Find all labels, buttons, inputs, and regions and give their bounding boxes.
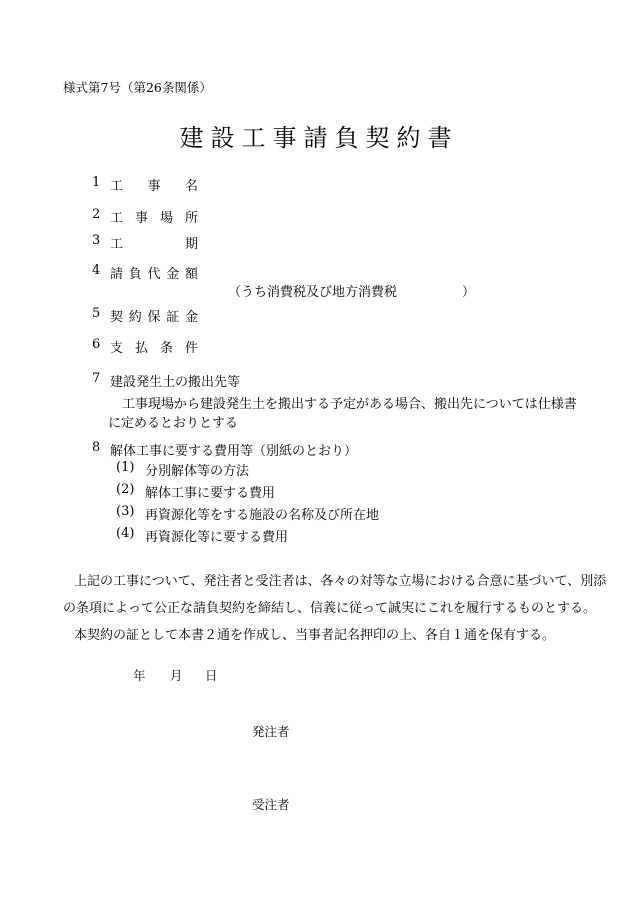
subitem-number: (1): [116, 460, 135, 475]
document-title: 建設工事請負契約書: [179, 124, 459, 152]
body-paragraph-line: 本契約の証として本書２通を作成し、当事者記名押印の上、各自１通を保有する。: [74, 628, 556, 643]
body-paragraph-line: 上記の工事について、発注者と受注者は、各々の対等な立場における合意に基づいて、別添: [74, 574, 607, 589]
body-paragraph-line: の条項によって公正な請負契約を締結し、信義に従って誠実にこれを履行するものとする。: [63, 601, 597, 616]
item-number: 2: [92, 207, 101, 222]
item-number: 1: [92, 175, 101, 190]
subitem-label: 再資源化等をする施設の名称及び所在地: [145, 508, 380, 523]
item-label-contract-amount: 請 負 代 金 額: [110, 267, 198, 282]
soil-destination-text-cont: に定めるとおりとする: [108, 416, 239, 431]
item-label-contract-deposit: 契 約 保 証 金: [110, 310, 198, 325]
item-number: 4: [92, 263, 101, 278]
date-year: 年: [133, 668, 146, 683]
item-number: 6: [92, 337, 101, 352]
orderer-label: 発注者: [252, 724, 290, 739]
soil-destination-text: 工事現場から建設発生土を搬出する予定がある場合、搬出先については仕様書: [122, 397, 577, 412]
subitem-number: (3): [116, 504, 135, 519]
subitem-label: 分別解体等の方法: [145, 464, 250, 479]
item-label-demolition-costs: 解体工事に要する費用等（別紙のとおり）: [110, 444, 358, 459]
subitem-number: (4): [116, 526, 135, 541]
date-day: 日: [205, 668, 218, 683]
date-month: 月: [170, 668, 183, 683]
subitem-number: (2): [116, 482, 135, 497]
item-label-construction-site: 工 事 場 所: [110, 211, 198, 226]
item-label-payment-terms: 支 払 条 件: [110, 341, 198, 356]
item-label-construction-name: 工 事 名: [110, 179, 198, 194]
tax-note: （うち消費税及び地方消費税 ）: [228, 285, 476, 300]
contractor-label: 受注者: [252, 797, 290, 812]
item-label-soil-destination: 建設発生土の搬出先等: [110, 375, 241, 390]
item-number: 7: [92, 371, 101, 386]
item-number: 8: [92, 440, 101, 455]
subitem-label: 再資源化等に要する費用: [145, 530, 289, 545]
subitem-label: 解体工事に要する費用: [145, 486, 276, 501]
item-number: 5: [92, 306, 101, 321]
item-number: 3: [92, 233, 101, 248]
item-label-construction-period: 工 期: [110, 237, 198, 252]
form-number-label: 様式第7号（第26条関係）: [63, 80, 212, 95]
